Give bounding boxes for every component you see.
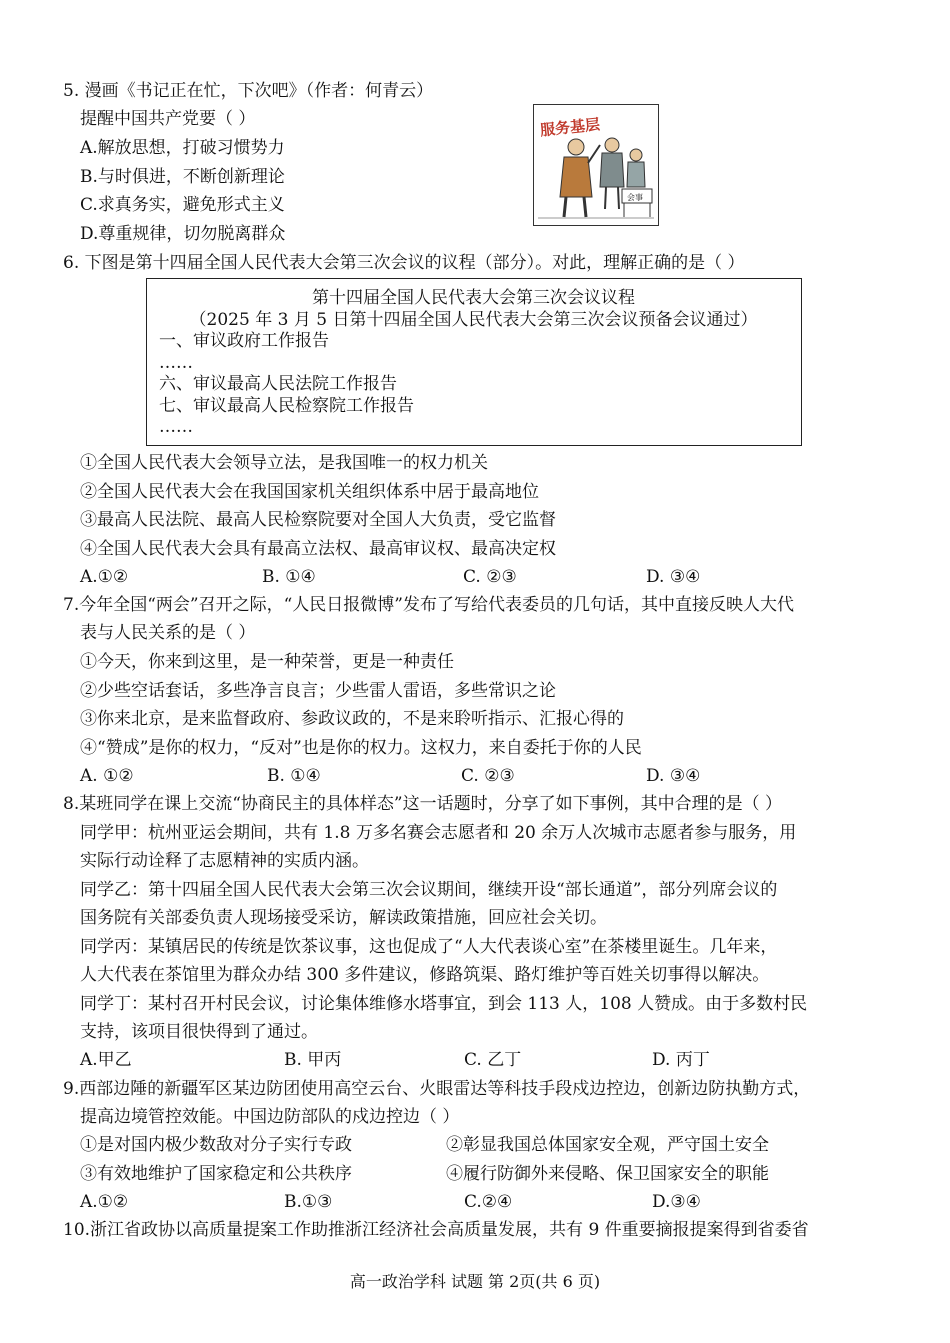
q9-statement-2: ②彰显我国总体国家安全观，严守国土安全 [446,1135,769,1155]
q5-cartoon [533,104,659,226]
q5-stem-line2: 提醒中国共产党要（ ） [80,109,256,129]
q8-stem: 8.某班同学在课上交流“协商民主的具体样态”这一话题时，分享了如下事例，其中合理的是（ ） [63,794,783,814]
agenda-item: 一、审议政府工作报告 [159,331,329,351]
q8-line: 同学丁：某村召开村民会议，讨论集体维修水塔事宜，到会 113 人，108 人赞成。由于多数村民 [80,994,808,1014]
q7-option-b: B. ①④ [267,766,321,786]
q7-statement-1: ①今天，你来到这里，是一种荣誉，更是一种责任 [80,652,454,672]
q6-statement-3: ③最高人民法院、最高人民检察院要对全国人大负责，受它监督 [80,510,556,530]
q6-option-d: D. ③④ [646,567,701,587]
q6-agenda-box [146,278,802,446]
q6-option-c: C. ②③ [463,567,517,587]
q9-statement-1: ①是对国内极少数敌对分子实行专政 [80,1135,352,1155]
q7-statement-2: ②少些空话套话，多些净言良言；少些雷人雷语，多些常识之论 [80,681,556,701]
agenda-item: …… [159,353,193,373]
q9-option-a: A.①② [80,1192,129,1212]
q8-line: 同学丙：某镇居民的传统是饮茶议事，这也促成了“人大代表谈心室”在茶楼里诞生。几年来， [80,937,778,957]
q9-statement-4: ④履行防御外来侵略、保卫国家安全的职能 [446,1164,769,1184]
q8-line: 同学乙：第十四届全国人民代表大会第三次会议期间，继续开设“部长通道”，部分列席会议的 [80,880,778,900]
cartoon-illustration [534,105,658,225]
q7-statement-4: ④“赞成”是你的权力，“反对”也是你的权力。这权力，来自委托于你的人民 [80,738,642,758]
q8-option-d: D. 丙丁 [652,1050,710,1070]
agenda-item: …… [159,417,193,437]
q6-statement-1: ①全国人民代表大会领导立法，是我国唯一的权力机关 [80,453,488,473]
q6-option-a: A.①② [80,567,129,587]
agenda-item: 六、审议最高人民法院工作报告 [159,374,397,394]
q6-statement-2: ②全国人民代表大会在我国国家机关组织体系中居于最高地位 [80,482,539,502]
q5-option-b: B.与时俱进，不断创新理论 [80,167,285,187]
q7-option-d: D. ③④ [646,766,701,786]
q7-statement-3: ③你来北京，是来监督政府、参政议政的，不是来聆听指示、汇报心得的 [80,709,624,729]
q6-stem: 6. 下图是第十四届全国人民代表大会第三次会议的议程（部分）。对此，理解正确的是（ ） [63,253,745,273]
page-footer: 高一政治学科 试题 第 2页(共 6 页) [349,1272,601,1291]
q10-stem: 10.浙江省政协以高质量提案工作助推浙江经济社会高质量发展，共有 9 件重要摘报提案得到省委省 [63,1220,809,1240]
q8-option-c: C. 乙丁 [464,1050,522,1070]
agenda-subtitle: （2025 年 3 月 5 日第十四届全国人民代表大会第三次会议预备会议通过） [189,310,758,330]
q5-option-c: C.求真务实，避免形式主义 [80,195,285,215]
q7-stem: 7.今年全国“两会”召开之际，“人民日报微博”发布了写给代表委员的几句话，其中直接反映人大代 [63,595,794,615]
q5-stem: 5. 漫画《书记正在忙，下次吧》（作者：何青云） [63,81,434,101]
q9-stem-line2: 提高边境管控效能。中国边防部队的戍边控边（ ） [80,1107,460,1127]
q8-option-b: B. 甲丙 [284,1050,342,1070]
q8-line: 同学甲：杭州亚运会期间，共有 1.8 万多名赛会志愿者和 20 余万人次城市志愿者参与服务，用 [80,823,797,843]
cartoon-sign-text: 服务基层 [539,115,601,140]
q5-option-a: A.解放思想，打破习惯势力 [80,138,285,158]
q5-option-d: D.尊重规律，切勿脱离群众 [80,224,286,244]
q7-option-a: A. ①② [80,766,134,786]
q6-option-b: B. ①④ [262,567,316,587]
q9-statement-3: ③有效地维护了国家稳定和公共秩序 [80,1164,352,1184]
q8-line: 实际行动诠释了志愿精神的实质内涵。 [80,851,369,871]
q9-option-d: D.③④ [652,1192,701,1212]
q8-option-a: A.甲乙 [80,1050,132,1070]
agenda-item: 七、审议最高人民检察院工作报告 [159,396,414,416]
q8-line: 支持，该项目很快得到了通过。 [80,1022,318,1042]
q9-stem: 9.西部边陲的新疆军区某边防团使用高空云台、火眼雷达等科技手段戍边控边，创新边防执勤方式， [63,1079,811,1099]
q8-line: 国务院有关部委负责人现场接受采访，解读政策措施，回应社会关切。 [80,908,607,928]
q7-option-c: C. ②③ [461,766,515,786]
q9-option-b: B.①③ [284,1192,333,1212]
agenda-title: 第十四届全国人民代表大会第三次会议议程 [312,288,635,308]
q6-statement-4: ④全国人民代表大会具有最高立法权、最高审议权、最高决定权 [80,539,556,559]
q7-stem-line2: 表与人民关系的是（ ） [80,623,256,643]
q9-option-c: C.②④ [464,1192,513,1212]
q8-line: 人大代表在茶馆里为群众办结 300 多件建议，修路筑渠、路灯维护等百姓关切事得以解决。 [80,965,770,985]
cartoon-desk-text: 会事 [627,193,643,202]
